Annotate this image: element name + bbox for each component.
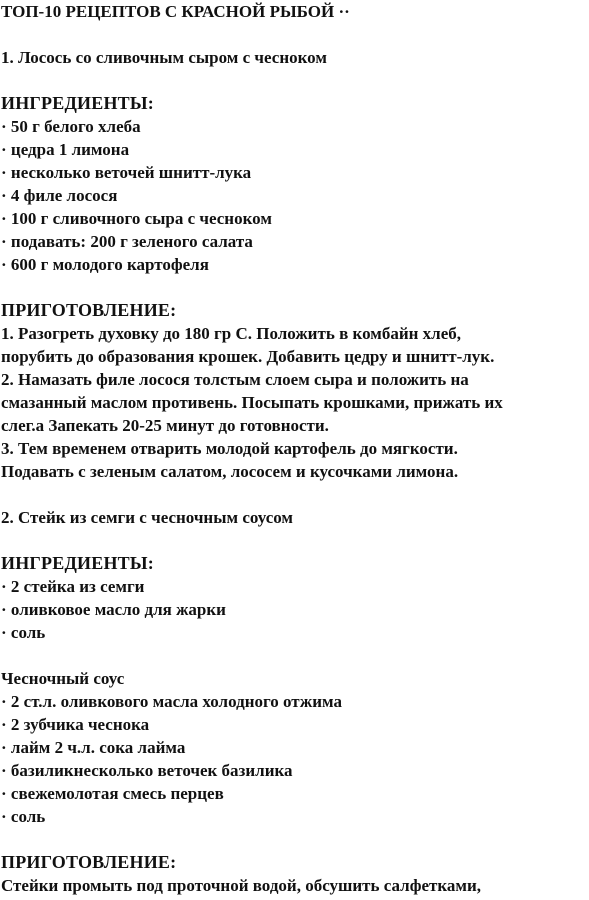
ingredient-item: · 50 г белого хлеба	[1, 117, 141, 136]
sauce-heading: Чесночный соус	[1, 669, 125, 688]
prep-line: 2. Намазать филе лосося толстым слоем сыра и положить на	[1, 370, 469, 389]
prep-line: смазанный маслом противень. Посыпать крошками, прижать их	[1, 393, 503, 412]
prep-line: слег.а Запекать 20-25 минут до готовности.	[1, 416, 329, 435]
sauce-ingredient-item: · 2 зубчика чеснока	[1, 715, 150, 734]
sauce-ingredient-item: · свежемолотая смесь перцев	[1, 784, 224, 803]
ingredient-item: · оливковое масло для жарки	[1, 600, 226, 619]
ingredient-item: · соль	[1, 623, 46, 642]
recipe-2-name: 2. Стейк из семги с чесночным соусом	[1, 508, 294, 527]
ingredient-item: · 4 филе лосося	[1, 186, 118, 205]
recipe-2-ingredients-heading: ИНГРЕДИЕНТЫ:	[1, 553, 154, 573]
prep-line: Подавать с зеленым салатом, лососем и кусочками лимона.	[1, 462, 459, 481]
document-title: ТОП-10 РЕЦЕПТОВ С КРАСНОЙ РЫБОЙ ··	[1, 2, 350, 21]
sauce-ingredient-item: · 2 ст.л. оливкового масла холодного отжима	[1, 692, 342, 711]
ingredient-item: · 2 стейка из семги	[1, 577, 145, 596]
recipe-1-name: 1. Лосось со сливочным сыром с чесноком	[1, 48, 327, 67]
recipe-1-ingredients-heading: ИНГРЕДИЕНТЫ:	[1, 93, 154, 113]
ingredient-item: · 600 г молодого картофеля	[1, 255, 209, 274]
prep-line: 3. Тем временем отварить молодой картофель до мягкости.	[1, 439, 458, 458]
sauce-ingredient-item: · базиликнесколько веточек базилика	[1, 761, 293, 780]
recipe-2-prep-heading: ПРИГОТОВЛЕНИЕ:	[1, 852, 177, 872]
prep-line: порубить до образования крошек. Добавить цедру и шнитт-лук.	[1, 347, 495, 366]
ingredient-item: · подавать: 200 г зеленого салата	[1, 232, 253, 251]
ingredient-item: · 100 г сливочного сыра с чесноком	[1, 209, 272, 228]
ingredient-item: · цедра 1 лимона	[1, 140, 130, 159]
recipe-1-prep-heading: ПРИГОТОВЛЕНИЕ:	[1, 300, 177, 320]
sauce-ingredient-item: · соль	[1, 807, 46, 826]
ingredient-item: · несколько веточей шнитт-лука	[1, 163, 252, 182]
prep-line: Стейки промыть под проточной водой, обсушить салфетками,	[1, 876, 482, 895]
sauce-ingredient-item: · лайм 2 ч.л. сока лайма	[1, 738, 186, 757]
prep-line: 1. Разогреть духовку до 180 гр С. Положить в комбайн хлеб,	[1, 324, 461, 343]
